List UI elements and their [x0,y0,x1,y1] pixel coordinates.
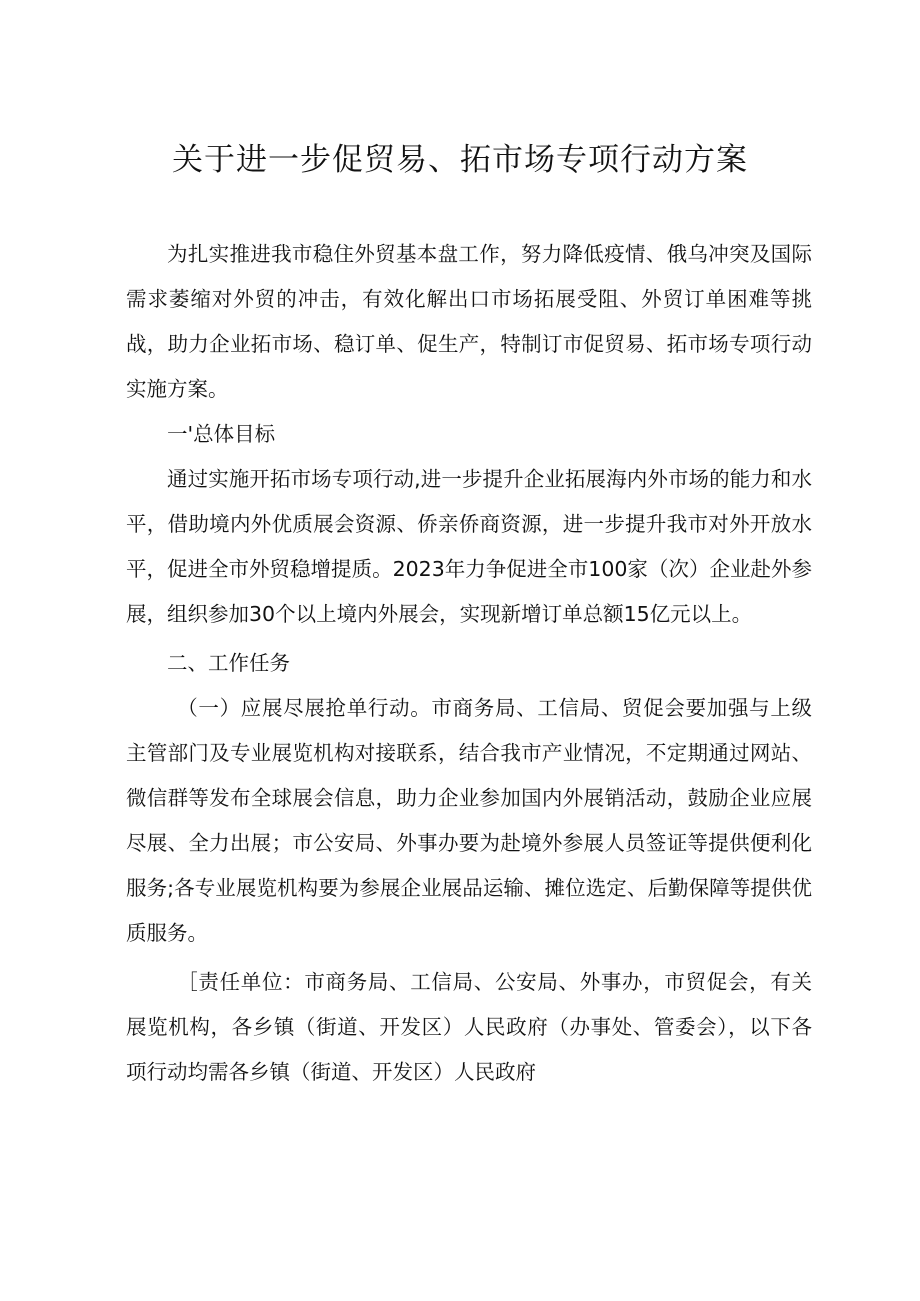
intro-paragraph: 为扎实推进我市稳住外贸基本盘工作，努力降低疫情、俄乌冲突及国际需求萎缩对外贸的冲击，有效化解出口市场拓展受阻、外贸订单困难等挑战，助力企业拓市场、稳订单、促生产，特制订市促贸易、拓市场专项行动实施方案。 [126,242,812,401]
section-heading-tasks: 二、工作任务 [167,651,290,675]
overall-goal-paragraph: 通过实施开拓市场专项行动,进一步提升企业拓展海内外市场的能力和水平，借助境内外优质展会资源、侨亲侨商资源，进一步提升我市对外开放水平，促进全市外贸稳增提质。2023年力争促进全市100家（次）企业赴外参展，组织参加30个以上境内外展会，实现新增订单总额15亿元以上。 [126,467,812,626]
responsible-units-paragraph: ［责任单位：市商务局、工信局、公安局、外事办，市贸促会，有关展览机构，各乡镇（街道、开发区）人民政府（办事处、管委会），以下各项行动均需各乡镇（街道、开发区）人民政府 [126,970,812,1084]
document-title: 关于进一步促贸易、拓市场专项行动方案 [172,142,748,178]
task-one-paragraph: （一）应展尽展抢单行动。市商务局、工信局、贸促会要加强与上级主管部门及专业展览机构对接联系，结合我市产业情况，不定期通过网站、微信群等发布全球展会信息，助力企业参加国内外展销活动，鼓励企业应展尽展、全力出展；市公安局、外事办要为赴境外参展人员签证等提供便利化服务;各专业展览机构要为参展企业展品运输、摊位选定、后勤保障等提供优质服务。 [126,696,812,945]
document-body [126,232,812,1095]
section-heading-overall-goal: 一'总体目标 [167,422,276,446]
